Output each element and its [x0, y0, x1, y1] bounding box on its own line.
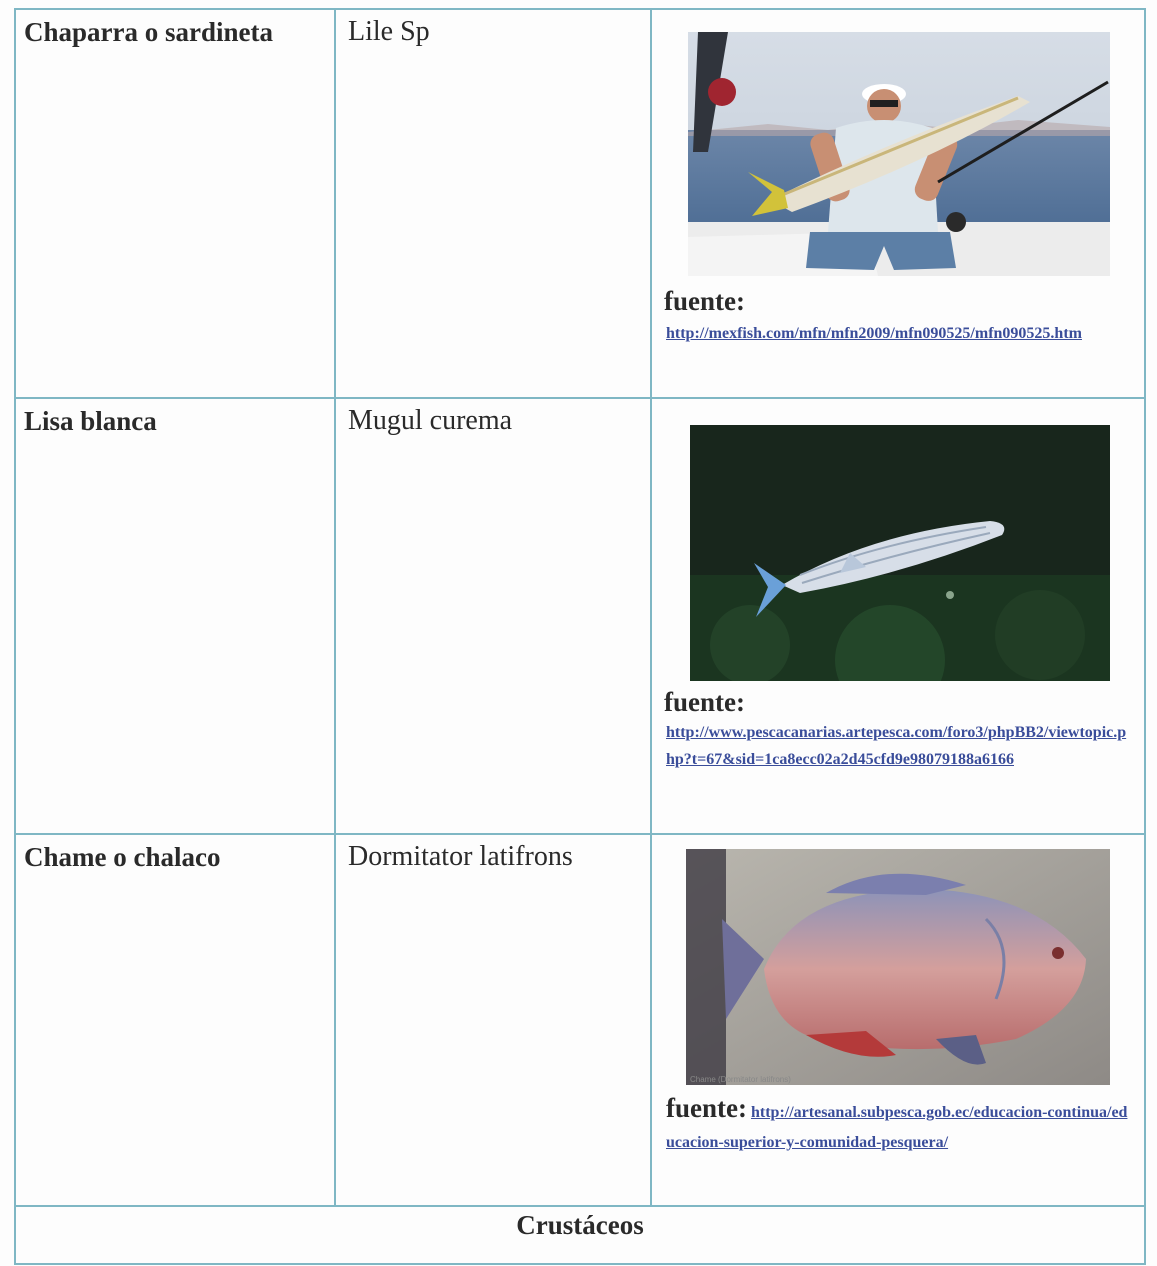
- mullet-underwater-photo: [690, 425, 1110, 681]
- table-row: [15, 834, 1145, 1206]
- photo-cell: [651, 9, 1145, 398]
- section-heading-cell: [15, 1206, 1145, 1264]
- source-label: fuente:: [666, 1093, 747, 1123]
- photo-cell: [651, 834, 1145, 1206]
- source-link[interactable]: http://www.pescacanarias.artepesca.com/foro3/phpBB2/viewtopic.php?t=67&sid=1ca8ecc02a2d45cfd9e98079188a6166: [666, 724, 1127, 768]
- common-name-cell: [15, 9, 335, 398]
- scientific-name: Lile Sp: [348, 16, 430, 47]
- scientific-name-cell: [335, 834, 651, 1206]
- chame-fish-photo: [686, 849, 1110, 1085]
- table-row: [15, 9, 1145, 398]
- common-name: Lisa blanca: [24, 406, 157, 436]
- source-label: fuente:: [664, 687, 745, 717]
- photo-cell: [651, 398, 1145, 834]
- scientific-name: Mugul curema: [348, 405, 513, 436]
- scientific-name-cell: [335, 398, 651, 834]
- source-link[interactable]: http://mexfish.com/mfn/mfn2009/mfn090525/mfn090525.htm: [666, 325, 1082, 342]
- source-link[interactable]: http://artesanal.subpesca.gob.ec/educacion-continua/educacion-superior-y-comunidad-pesquera/: [666, 1104, 1128, 1151]
- common-name-cell: [15, 834, 335, 1206]
- source-label: fuente:: [664, 286, 745, 316]
- table-row: [15, 398, 1145, 834]
- scientific-name: Dormitator latifrons: [348, 841, 573, 872]
- common-name: Chame o chalaco: [24, 842, 221, 872]
- table-row: [15, 1206, 1145, 1264]
- common-name-cell: [15, 398, 335, 834]
- section-heading: Crustáceos: [516, 1210, 644, 1240]
- species-table: [14, 8, 1146, 1265]
- photo-caption: Chame (Dormitator latifrons): [690, 1075, 791, 1084]
- fisherman-holding-fish-photo: [688, 32, 1110, 276]
- scientific-name-cell: [335, 9, 651, 398]
- common-name: Chaparra o sardineta: [24, 17, 273, 47]
